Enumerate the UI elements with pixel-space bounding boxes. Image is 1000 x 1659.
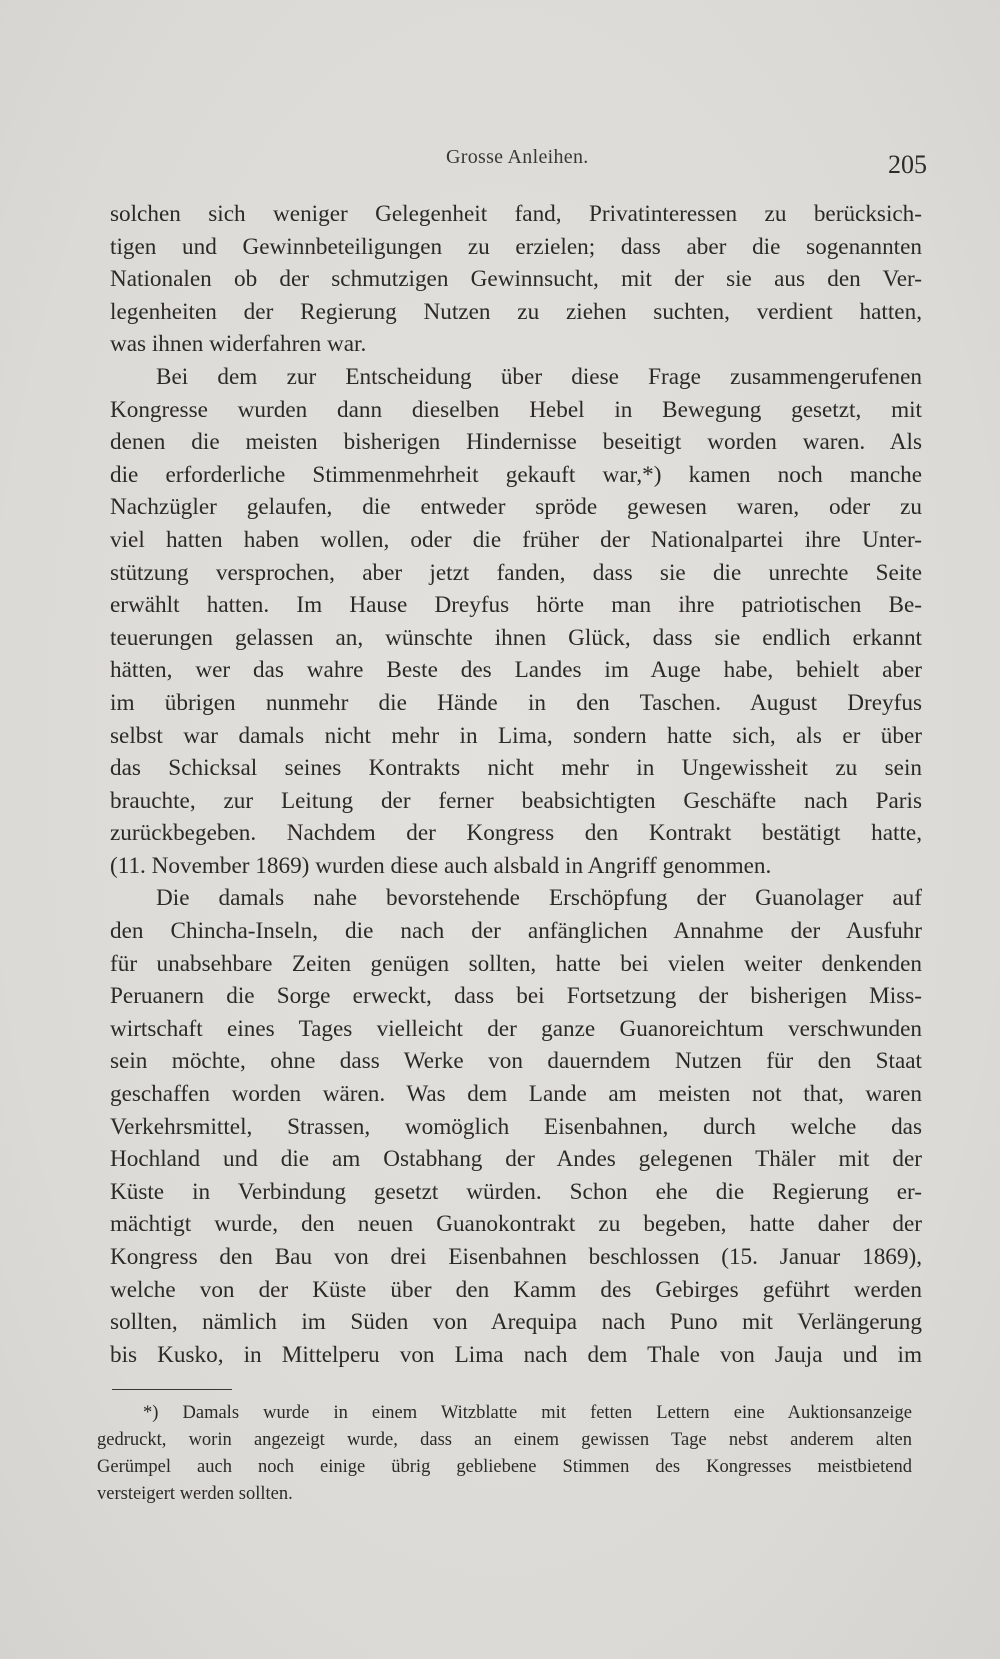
page-number: 205: [888, 150, 927, 179]
text-line: Nachzügler gelaufen, die entweder spröde gewesen waren, oder zu: [110, 494, 922, 521]
text-line: das Schicksal seines Kontrakts nicht mehr in Ungewissheit zu sein: [110, 755, 922, 782]
footnote-line: versteigert werden sollten.: [97, 1484, 293, 1504]
text-line: den Chincha-Inseln, die nach der anfänglichen Annahme der Ausfuhr: [110, 918, 922, 945]
text-line: (11. November 1869) wurden diese auch alsbald in Angriff genommen.: [110, 852, 772, 879]
text-line: Küste in Verbindung gesetzt würden. Schon ehe die Regierung er-: [110, 1178, 922, 1205]
text-line: wirtschaft eines Tages vielleicht der ganze Guanoreichtum verschwunden: [110, 1015, 922, 1042]
text-line: denen die meisten bisherigen Hindernisse beseitigt worden waren. Als: [110, 429, 922, 456]
text-line: hätten, wer das wahre Beste des Landes im Auge habe, behielt aber: [110, 657, 922, 684]
text-line: Peruanern die Sorge erweckt, dass bei Fortsetzung der bisherigen Miss-: [110, 983, 922, 1010]
text-line: bis Kusko, in Mittelperu von Lima nach dem Thale von Jauja und im: [110, 1341, 922, 1368]
text-line: selbst war damals nicht mehr in Lima, sondern hatte sich, als er über: [110, 722, 922, 749]
text-line: Kongresse wurden dann dieselben Hebel in Bewegung gesetzt, mit: [110, 396, 922, 423]
text-line: stützung versprochen, aber jetzt fanden, dass sie die unrechte Seite: [110, 559, 922, 586]
text-line: für unabsehbare Zeiten genügen sollten, hatte bei vielen weiter denkenden: [110, 950, 922, 977]
footnote-line: Gerümpel auch noch einige übrig gebliebene Stimmen des Kongresses meistbietend: [97, 1457, 912, 1477]
text-line: Hochland und die am Ostabhang der Andes gelegenen Thäler mit der: [110, 1146, 922, 1173]
text-line: viel hatten haben wollen, oder die früher der Nationalpartei ihre Unter-: [110, 526, 922, 553]
footnote-rule: [112, 1389, 232, 1390]
text-line: erwählt hatten. Im Hause Dreyfus hörte man ihre patriotischen Be-: [110, 592, 922, 619]
text-line: Die damals nahe bevorstehende Erschöpfung der Guanolager auf: [156, 885, 922, 912]
text-line: zurückbegeben. Nachdem der Kongress den Kontrakt bestätigt hatte,: [110, 820, 922, 847]
text-line: Verkehrsmittel, Strassen, womöglich Eisenbahnen, durch welche das: [110, 1113, 922, 1140]
text-line: solchen sich weniger Gelegenheit fand, Privatinteressen zu berücksich-: [110, 201, 922, 227]
body-text: [110, 198, 922, 1371]
text-line: was ihnen widerfahren war.: [110, 331, 367, 358]
text-line: sollten, nämlich im Süden von Arequipa nach Puno mit Verlängerung: [110, 1309, 922, 1336]
text-line: Bei dem zur Entscheidung über diese Frage zusammengerufenen: [156, 363, 922, 390]
text-line: sein möchte, ohne dass Werke von dauerndem Nutzen für den Staat: [110, 1048, 922, 1075]
text-line: mächtigt wurde, den neuen Guanokontrakt zu begeben, hatte daher der: [110, 1211, 922, 1238]
text-line: im übrigen nunmehr die Hände in den Taschen. August Dreyfus: [110, 689, 922, 716]
text-line: geschaffen worden wären. Was dem Lande am meisten not that, waren: [110, 1081, 922, 1108]
text-line: die erforderliche Stimmenmehrheit gekauft war,*) kamen noch manche: [110, 461, 922, 488]
text-line: welche von der Küste über den Kamm des Gebirges geführt werden: [110, 1276, 922, 1303]
text-line: tigen und Gewinnbeteiligungen zu erzielen; dass aber die sogenannten: [110, 233, 922, 260]
text-line: Nationalen ob der schmutzigen Gewinnsucht, mit der sie aus den Ver-: [110, 266, 922, 293]
text-line: legenheiten der Regierung Nutzen zu ziehen suchten, verdient hatten,: [110, 298, 922, 325]
footnote: [97, 1400, 912, 1508]
running-title: Grosse Anleihen.: [446, 146, 589, 168]
text-line: teuerungen gelassen an, wünschte ihnen Glück, dass sie endlich erkannt: [110, 624, 922, 651]
footnote-line: *) Damals wurde in einem Witzblatte mit fetten Lettern eine Auktionsanzeige: [143, 1403, 912, 1423]
text-line: brauchte, zur Leitung der ferner beabsichtigten Geschäfte nach Paris: [110, 787, 922, 814]
text-line: Kongress den Bau von drei Eisenbahnen beschlossen (15. Januar 1869),: [110, 1244, 922, 1270]
footnote-line: gedruckt, worin angezeigt wurde, dass an einem gewissen Tage nebst anderem alten: [97, 1430, 912, 1450]
